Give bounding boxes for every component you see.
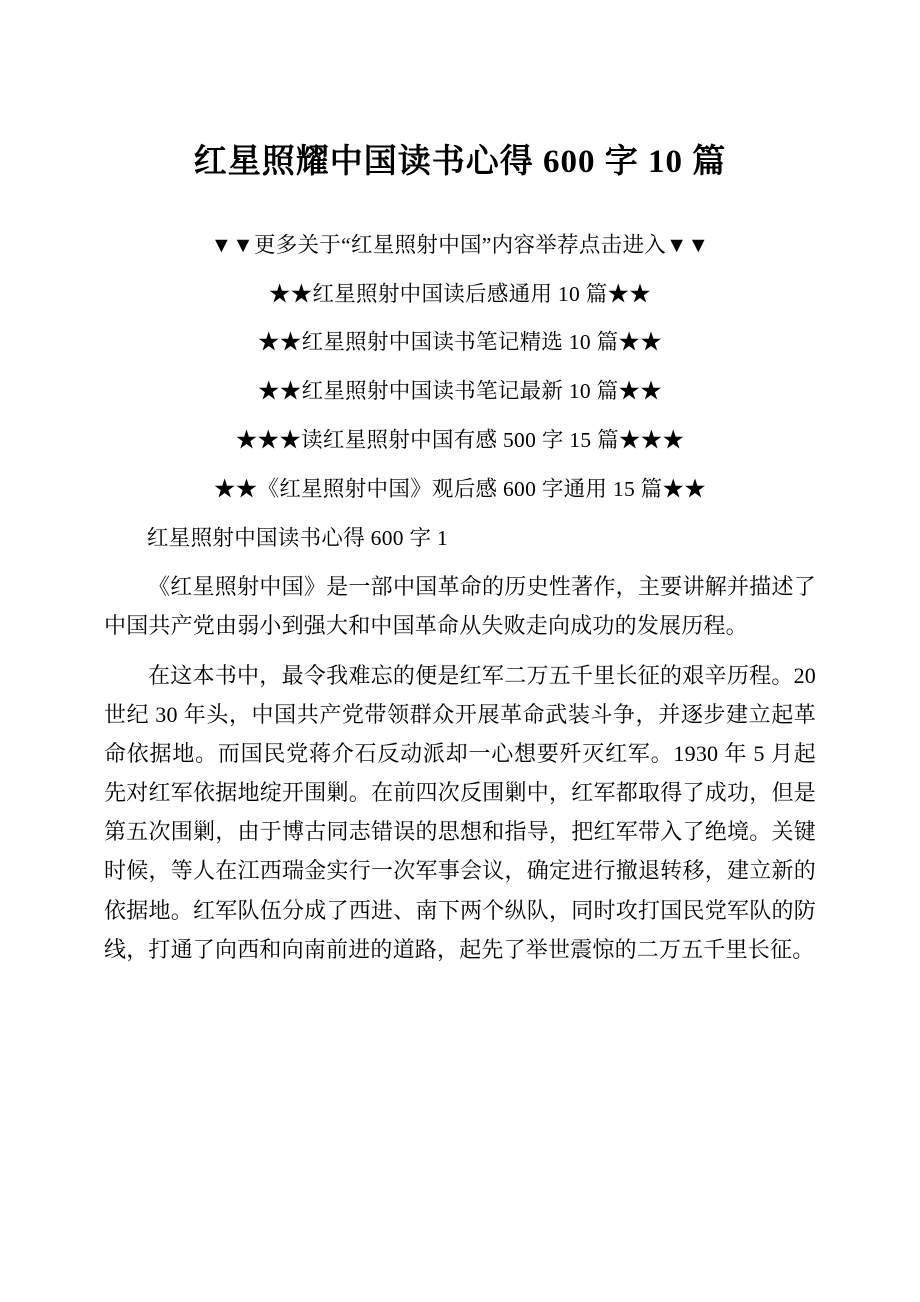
promo-link-4[interactable]: ★★★读红星照射中国有感 500 字 15 篇★★★ (235, 428, 685, 453)
promo-link-1[interactable]: ★★红星照射中国读后感通用 10 篇★★ (268, 281, 652, 306)
document-body (104, 227, 816, 969)
paragraph-2: 在这本书中，最令我难忘的便是红军二万五千里长征的艰辛历程。20 世纪 30 年头，中国共产党带领群众开展革命武装斗争，并逐步建立起革命依据地。而国民党蒋介石反动派却一心想要歼灭红军。1930 年 5 月起先对红军依据地绽开围剿。在前四次反围剿中，红军都取得了成功，但是第五次围剿，由于博古同志错误的思想和指导，把红军带入了绝境。关键时候，等人在江西瑞金实行一次军事会议，确定进行撤退转移，建立新的依据地。红军队伍分成了西进、南下两个纵队，同时攻打国民党军队的防线，打通了向西和向南前进的道路，起先了举世震惊的二万五千里长征。 (104, 662, 816, 962)
promo-header: ▼▼更多关于“红星照射中国”内容举荐点击进入▼▼ (210, 232, 710, 257)
promo-link-2[interactable]: ★★红星照射中国读书笔记精选 10 篇★★ (257, 330, 663, 355)
paragraph-1: 《红星照射中国》是一部中国革命的历史性著作，主要讲解并描述了中国共产党由弱小到强大和中国革命从失败走向成功的发展历程。 (104, 574, 816, 639)
section-heading: 红星照射中国读书心得 600 字 1 (147, 526, 449, 551)
promo-link-5[interactable]: ★★《红星照射中国》观后感 600 字通用 15 篇★★ (213, 477, 707, 502)
promo-link-3[interactable]: ★★红星照射中国读书笔记最新 10 篇★★ (257, 379, 663, 404)
page-title: 红星照耀中国读书心得 600 字 10 篇 (193, 144, 727, 180)
